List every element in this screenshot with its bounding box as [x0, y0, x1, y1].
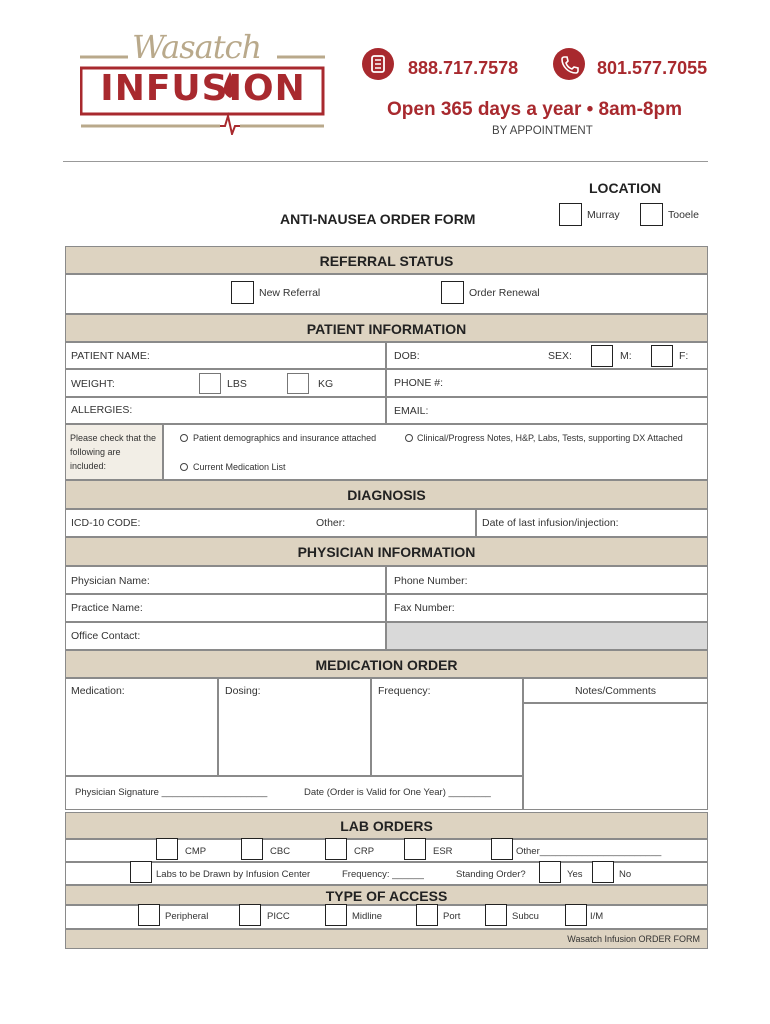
diagnosis-header: DIAGNOSIS	[65, 480, 708, 509]
access-row	[65, 905, 708, 929]
signature-line[interactable]: Physician Signature ____________________	[75, 787, 268, 798]
im-label: I/M	[590, 911, 604, 922]
form-title: ANTI-NAUSEA ORDER FORM	[280, 211, 476, 227]
subcu-checkbox[interactable]	[485, 904, 507, 926]
physician-phone-label: Phone Number:	[394, 575, 468, 587]
office-contact-filler	[386, 622, 708, 650]
telephone-icon	[553, 48, 585, 80]
practice-name-label: Practice Name:	[71, 602, 143, 614]
physician-info-header: PHYSICIAN INFORMATION	[65, 537, 708, 566]
drawn-checkbox[interactable]	[130, 861, 152, 883]
office-contact-label: Office Contact:	[71, 630, 141, 642]
peripheral-label: Peripheral	[165, 911, 209, 922]
medication-order-header: MEDICATION ORDER	[65, 650, 708, 678]
weight-label: WEIGHT:	[71, 378, 115, 390]
standing-yes-checkbox[interactable]	[539, 861, 561, 883]
new-referral-label: New Referral	[259, 287, 321, 299]
appointment-text: BY APPOINTMENT	[492, 125, 593, 137]
clinical-notes-radio[interactable]	[405, 434, 413, 442]
demographics-radio[interactable]	[180, 434, 188, 442]
medication-label: Medication:	[71, 685, 125, 697]
referral-status-header: REFERRAL STATUS	[65, 246, 708, 274]
standing-order-label: Standing Order?	[456, 869, 526, 880]
phone-number-1[interactable]: 888.717.7578	[408, 58, 519, 78]
patient-info-header: PATIENT INFORMATION	[65, 314, 708, 342]
phone-label: PHONE #:	[394, 377, 444, 389]
port-checkbox[interactable]	[416, 904, 438, 926]
last-infusion-label: Date of last infusion/injection:	[482, 517, 619, 529]
physician-name-label: Physician Name:	[71, 575, 150, 587]
medication-list-label: Current Medication List	[193, 462, 286, 472]
clinical-notes-label: Clinical/Progress Notes, H&P, Labs, Tests, supporting DX Attached	[417, 433, 683, 443]
murray-checkbox[interactable]	[559, 203, 582, 226]
phone-icon-1	[362, 48, 394, 80]
esr-checkbox[interactable]	[404, 838, 426, 860]
fax-phone-icon	[362, 48, 394, 80]
other-lab-checkbox[interactable]	[491, 838, 513, 860]
notes-label: Notes/Comments	[574, 685, 657, 697]
email-cell[interactable]	[386, 397, 708, 424]
email-label: EMAIL:	[394, 405, 429, 417]
footer-text: Wasatch Infusion ORDER FORM	[567, 934, 700, 944]
sex-label: SEX:	[548, 350, 572, 362]
location-title: LOCATION	[589, 180, 662, 196]
picc-checkbox[interactable]	[239, 904, 261, 926]
logo-top-text: Wasatch	[132, 28, 262, 66]
murray-label: Murray	[587, 209, 620, 221]
phone-number-2[interactable]: 801.577.7055	[597, 58, 708, 78]
midline-checkbox[interactable]	[325, 904, 347, 926]
order-renewal-label: Order Renewal	[469, 287, 540, 299]
new-referral-checkbox[interactable]	[231, 281, 254, 304]
standing-yes-label: Yes	[567, 869, 583, 880]
crp-checkbox[interactable]	[325, 838, 347, 860]
other-lab-label: Other_______________________	[516, 846, 662, 857]
im-checkbox[interactable]	[565, 904, 587, 926]
sex-m-checkbox[interactable]	[591, 345, 613, 367]
logo	[80, 30, 325, 135]
order-renewal-checkbox[interactable]	[441, 281, 464, 304]
standing-no-checkbox[interactable]	[592, 861, 614, 883]
tooele-checkbox[interactable]	[640, 203, 663, 226]
dob-label: DOB:	[394, 350, 420, 362]
cbc-checkbox[interactable]	[241, 838, 263, 860]
medication-list-radio[interactable]	[180, 463, 188, 471]
date-line[interactable]: Date (Order is Valid for One Year) ________	[304, 787, 491, 798]
referral-status-row	[65, 274, 708, 314]
other-diagnosis-label: Other:	[316, 517, 346, 529]
demographics-label: Patient demographics and insurance attached	[193, 433, 377, 443]
picc-label: PICC	[267, 911, 290, 922]
midline-label: Midline	[352, 911, 383, 922]
fax-label: Fax Number:	[394, 602, 455, 614]
lab-orders-header: LAB ORDERS	[65, 812, 708, 839]
notes-cell[interactable]	[523, 703, 708, 810]
kg-label: KG	[318, 378, 334, 390]
peripheral-checkbox[interactable]	[138, 904, 160, 926]
header-divider	[63, 161, 708, 162]
subcu-label: Subcu	[512, 911, 539, 922]
port-label: Port	[443, 911, 461, 922]
logo-bottom-text: INFUSION	[100, 68, 306, 109]
hours-text: Open 365 days a year • 8am-8pm	[387, 99, 682, 120]
drawn-label: Labs to be Drawn by Infusion Center	[156, 869, 311, 880]
sex-f-label: F:	[679, 350, 689, 362]
patient-name-label: PATIENT NAME:	[71, 350, 150, 362]
esr-label: ESR	[433, 846, 453, 857]
crp-label: CRP	[354, 846, 375, 857]
lbs-checkbox[interactable]	[199, 373, 221, 394]
kg-checkbox[interactable]	[287, 373, 309, 394]
sex-f-checkbox[interactable]	[651, 345, 673, 367]
standing-no-label: No	[619, 869, 632, 880]
cbc-label: CBC	[270, 846, 291, 857]
tooele-label: Tooele	[668, 209, 699, 221]
cmp-checkbox[interactable]	[156, 838, 178, 860]
lbs-label: LBS	[227, 378, 247, 390]
cmp-label: CMP	[185, 846, 207, 857]
access-header: TYPE OF ACCESS	[65, 885, 708, 905]
frequency-label: Frequency:	[378, 685, 431, 697]
icd-label: ICD-10 CODE:	[71, 517, 141, 529]
sex-m-label: M:	[620, 350, 632, 362]
check-note-text: Please check that the following are included:	[70, 433, 157, 471]
lab-frequency-label: Frequency: ______	[342, 869, 424, 880]
phone-icon-2	[553, 48, 585, 80]
dosing-label: Dosing:	[225, 685, 261, 697]
allergies-label: ALLERGIES:	[71, 404, 133, 416]
